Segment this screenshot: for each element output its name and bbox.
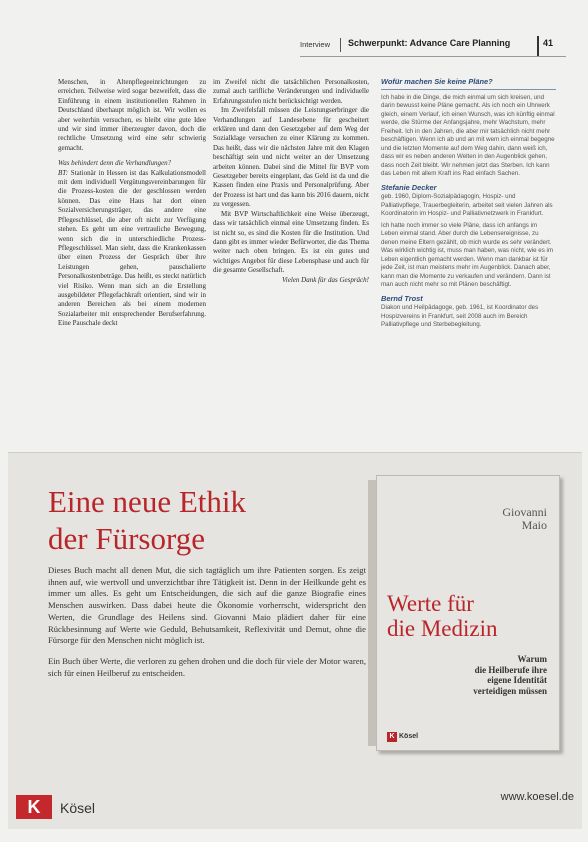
- closing-line: Vielen Dank für das Gespräch!: [282, 275, 369, 284]
- page-header: [300, 30, 566, 60]
- sidebar-answer: Ich habe in die Dinge, die mich einmal um sich kreisen, und darin bewusst keine Pläne gemacht. Als ich noch ein Uhrwerk gleich, einem Verlauf, ich einen Wunsch, was ich künftig einmal werde, die Stürme der Anfangsjahre, mehr Wachstum, mehr Freiheit. Ich in den Jahren, die aber mir tatsächlich nicht mehr beschäftigen. Wenn ich ab und an mit wem ich einmal begegne und die letzten Momente auf dem Weg dahin, dann weiß ich, dass wir es neben anderen Welten in den Augenblick gehen, dass noch Zeit bleibt. Wir nehmen jetzt das Sterben. Ich kann das Leben mit allem Kraft ins Rad einfach Sachen.: [381, 93, 555, 177]
- page-number: 41: [543, 38, 554, 48]
- header-divider: [340, 38, 341, 52]
- book-cover: [362, 475, 568, 753]
- header-rule: [300, 56, 566, 57]
- book-subtitle: [473, 654, 547, 696]
- interview-question: Was behindert denn die Verhandlungen?: [58, 159, 172, 168]
- section-label: Interview: [300, 40, 331, 49]
- answer-text: Stationär in Hessen ist das Kalkulationsmodell mit dem individuell Vergütungsvereinbarungen für die Prozess-kosten die der geschlossen werden können. Das eine Haus hat dort einen Sozialversicherungsträger, das andere eine Pflegeschlüssel, die aber oft nicht zur Verfügung stehen. Es geht um eine vertrauliche Bewegung, wenn sich die in unterschiedliche Prozess-Pflegeschlüssel. Man sieht, dass die Krankenkassen über einen Prozess der Gespräch über ihre Leistungen gehen, pauschalierte Personalkostenbeträge. Das heißt, es steckt natürlich viel Risiko. Wenn man sich an die Erstellung ausgebildeter Pflegefachkraft orientiert, sind wir in anderen Bereichen als bei einem modernen Sozialarbeiter mit entsprechender Berufserfahrung. Eine Pauschale deckt: [58, 168, 206, 328]
- book-advertisement: [8, 452, 582, 829]
- ad-paragraph: Dieses Buch macht all denen Mut, die sich tagtäglich um ihre Patienten sorgen. Es zeigt ihnen auf, wie wertvoll und unverzichtbar ihre Tätigkeit ist. Denn in der Heilkunde geht es immer um alles. Es geht um Entscheidungen, die sich auf die ganze Biografie eines Menschen auswirken. Dass dabei heute die Ökonomie vorherrscht, widerspricht den Werten, die Grundlage des Heilens sind. Giovanni Maio plädiert daher für eine Rückbesinnung auf Werte wie Geduld, Behutsamkeit, Reflexivität und Demut, ohne die Fürsorge für den Menschen nicht möglich ist.: [48, 565, 366, 646]
- paragraph: Menschen, in Altenpflegeeinrichtungen zu erreichen. Teilweise wird sogar bezweifelt, dass die Einführung in einem institutionellen Rahmen in Deutschland überhaupt möglich ist. Wir wollen es aber weiterhin versuchen, es bleibt eine gute Idee und wir sind immer überzeugter davon, doch die rechtliche Umsetzung wird eine sehr schwierig gemacht.: [58, 78, 206, 152]
- person-bio: geb. 1960, Diplom-Sozialpädagogin, Hospiz- und Palliativpflege, Trauerbegleiterin, arbeitet seit vielen Jahren als Koordinatorin im Hospiz- und Palliativnetzwerk in Frankfurt.: [381, 193, 553, 217]
- book-author: [502, 506, 547, 532]
- subtitle-line: eigene Identität: [487, 675, 547, 685]
- person-name: Bernd Trost: [381, 293, 423, 303]
- subtitle-line: verteidigen müssen: [473, 685, 547, 696]
- text-column-2: [213, 78, 369, 285]
- speaker-initials: BT:: [58, 168, 69, 177]
- publisher-mark: K: [387, 732, 397, 742]
- author-last-name: Maio: [521, 518, 547, 532]
- book-title-line: Werte für: [387, 591, 474, 616]
- subtitle-line: Warum: [517, 654, 547, 664]
- sidebar-column: [381, 78, 556, 333]
- paragraph: Mit BVP Wirtschaftlichkeit eine Weise überzeugt, dass wir tatsächlich einmal eine Umsetzung finden. Es ist nicht so, es sind die Kosten für die Institution. Und dann gibt es immer wieder Befürworter, die das Thema weiter nach oben bringen. Es ist ein gutes und wichtiges Angebot für diese Lebensphase und auch für die gesamte Gesellschaft.: [213, 209, 369, 275]
- person-bio: Diakon und Heilpädagoge, geb. 1961, ist Koordinator des Hospizvereins in Frankfurt, seit 2008 auch im Bereich Palliativpflege und Sterbebegleitung.: [381, 304, 539, 328]
- ad-title-line: der Fürsorge: [48, 521, 205, 556]
- publisher-logo-mark: K: [16, 795, 52, 819]
- book-title: [387, 591, 498, 641]
- publisher-url-link[interactable]: www.koesel.de: [500, 791, 574, 803]
- sidebar-answer: Ich hatte noch immer so viele Pläne, dass ich anfangs im Leben einmal stand. Aber durch die Lebensereignisse, zu denen meine Eltern gezählt, ob mich wurde es sehr verändert. Was wirklich wichtig ist, muss man haben, was nicht, wie es im Leben eigentlich gemacht werden. Wenn man dankbar ist für jede Zeit, ist man meistens mehr im Augenblick. Danach aber, kann man die Momente zu verkaufen und verändern. Dann ist man auch nicht mehr so mit Plänen beschäftigt.: [381, 221, 554, 288]
- publisher-name: Kösel: [399, 733, 419, 740]
- ad-paragraph: Ein Buch über Werte, die verloren zu gehen drohen und die doch für viele der Motor waren, sich für einen Heilberuf zu entscheiden.: [48, 655, 366, 678]
- paragraph: im Zweifel nicht die tatsächlichen Personalkosten, zumal auch tarifliche Veränderungen und individuelle Erfahrungsstufen nicht berücksichtigt werden.: [213, 78, 369, 105]
- text-column-1: [58, 78, 206, 329]
- header-divider: [537, 36, 539, 56]
- interview-answer: [58, 169, 206, 329]
- book-front: [376, 475, 560, 751]
- ad-title: [48, 483, 246, 557]
- publisher-name: Kösel: [60, 800, 96, 816]
- topic-label: Schwerpunkt: Advance Care Planning: [348, 38, 511, 48]
- ad-body: [48, 565, 366, 688]
- sidebar-heading: Wofür machen Sie keine Pläne?: [381, 78, 556, 90]
- paragraph: Im Zweifelsfall müssen die Leistungserbringer die Verhandlungen auf Landesebene für gescheitert erklären und dann den Gesetzgeber auf dem Weg der Sozialklage versuchen zu einer Klärung zu kommen. Das heißt, dass wir die nächsten Jahre mit den Klagen beschäftigt sein und nicht weiter an der Umsetzung arbeiten können. Dabei sind die Mittel für BVP vom Gesetzgeber bereits eingeplant, das Geld ist da und die Kassen finden eine Praxis und Personalprüfung. Aber der Prozess ist hart und das kann bis 2016 dauern, nicht zu vergessen.: [213, 106, 369, 209]
- ad-title-line: Eine neue Ethik: [48, 484, 246, 519]
- subtitle-line: die Heilberufe ihre: [474, 664, 547, 675]
- book-publisher-logo: [387, 732, 418, 742]
- person-name: Stefanie Decker: [381, 182, 437, 192]
- book-title-line: die Medizin: [387, 616, 498, 641]
- author-first-name: Giovanni: [502, 505, 547, 519]
